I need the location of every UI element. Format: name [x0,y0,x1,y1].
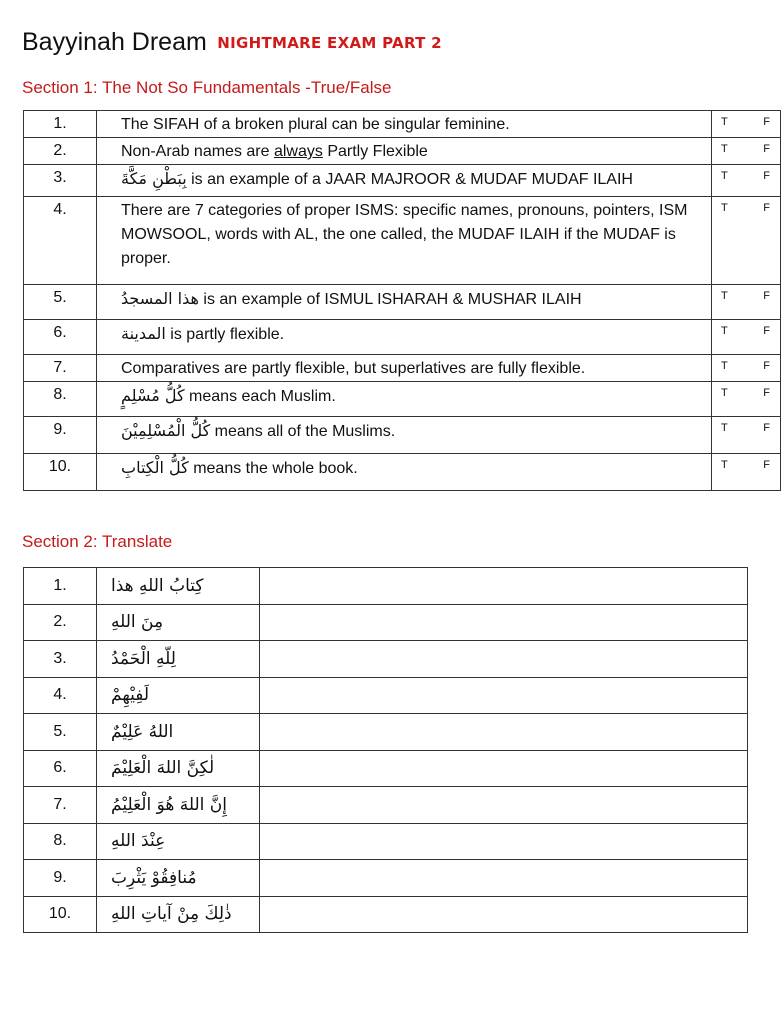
true-false-table [23,110,781,491]
arabic-text: ذٰلِكَ مِنْ آياتِ اللهِ [111,904,232,925]
question-number: 2. [24,138,97,165]
true-option[interactable]: T [721,459,728,471]
arabic-text: مِنَ اللهِ [111,612,164,633]
translation-answer-cell[interactable] [260,860,748,897]
question-number: 10. [24,454,97,491]
question-text-before: There are 7 categories of proper ISMS: specific names, pronouns, pointers, ISM MOWSOOL, words with AL, the one called, the MUDAF ILAIH if the MUDAF is proper. [121,202,688,267]
question-text-before: Comparatives are partly flexible, but superlatives are fully flexible. [121,360,586,377]
section2-heading: Section 2: Translate [22,532,173,551]
true-option[interactable]: T [721,143,728,155]
tf-row [24,417,781,454]
translate-row [24,604,748,641]
tf-row [24,355,781,382]
arabic-cell [97,896,260,933]
arabic-cell [97,604,260,641]
question-text [97,417,712,454]
item-number: 2. [24,604,97,641]
true-option[interactable]: T [721,422,728,434]
translate-table [23,567,748,933]
false-option[interactable]: F [763,459,770,471]
translate-row [24,714,748,751]
question-number: 5. [24,285,97,320]
arabic-text: اللهُ عَلِيْمٌ [111,721,174,742]
arabic-phrase: كُلُّ الْمُسْلِمِيْنَ [121,421,211,440]
true-option[interactable]: T [721,387,728,399]
false-option[interactable]: F [763,360,770,372]
question-number: 9. [24,417,97,454]
true-option[interactable]: T [721,325,728,337]
question-text [97,111,712,138]
item-number: 5. [24,714,97,751]
question-text [97,382,712,417]
question-number: 7. [24,355,97,382]
question-text-after: means each Muslim. [184,388,336,405]
arabic-cell [97,677,260,714]
question-number: 4. [24,197,97,285]
item-number: 8. [24,823,97,860]
false-option[interactable]: F [763,116,770,128]
section1-heading: Section 1: The Not So Fundamentals -True/False [22,78,392,97]
translate-row [24,787,748,824]
tf-row [24,382,781,417]
question-text-after: means the whole book. [188,460,358,477]
question-text-before: Non-Arab names are [121,143,274,160]
translation-answer-cell[interactable] [260,568,748,605]
translation-answer-cell[interactable] [260,896,748,933]
document-title: Bayyinah Dream [22,28,207,56]
tf-row [24,454,781,491]
true-false-choice [712,355,781,382]
true-false-choice [712,165,781,197]
arabic-cell [97,823,260,860]
true-option[interactable]: T [721,116,728,128]
false-option[interactable]: F [763,202,770,214]
translate-row [24,568,748,605]
arabic-cell [97,568,260,605]
arabic-phrase: هذا المسجدُ [121,289,199,308]
translate-row [24,641,748,678]
item-number: 7. [24,787,97,824]
true-option[interactable]: T [721,202,728,214]
arabic-phrase: كُلُّ مُسْلِمٍ [121,386,185,405]
document-subtitle: NIGHTMARE EXAM PART 2 [217,34,442,52]
question-number: 3. [24,165,97,197]
item-number: 9. [24,860,97,897]
question-number: 8. [24,382,97,417]
question-text [97,138,712,165]
arabic-phrase: المدينة [121,324,166,343]
arabic-cell [97,860,260,897]
false-option[interactable]: F [763,290,770,302]
tf-row [24,285,781,320]
true-false-choice [712,111,781,138]
question-text-after: is partly flexible. [165,326,285,343]
question-text-after: is an example of ISMUL ISHARAH & MUSHAR ILAIH [198,291,582,308]
question-text [97,320,712,355]
arabic-phrase: بِبَطْنِ مَكَّةَ [121,169,187,188]
item-number: 10. [24,896,97,933]
question-text [97,355,712,382]
true-false-choice [712,417,781,454]
arabic-text: كِتابُ اللهِ هذا [111,575,204,596]
arabic-text: إِنَّ اللهَ هُوَ الْعَلِيْمُ [111,794,227,815]
arabic-cell [97,641,260,678]
item-number: 3. [24,641,97,678]
arabic-cell [97,750,260,787]
arabic-text: لَفِيْهِمْ [111,685,150,706]
true-false-choice [712,197,781,285]
translate-row [24,896,748,933]
item-number: 4. [24,677,97,714]
false-option[interactable]: F [763,325,770,337]
false-option[interactable]: F [763,143,770,155]
item-number: 6. [24,750,97,787]
underlined-word: always [273,143,323,160]
translation-answer-cell[interactable] [260,677,748,714]
true-false-choice [712,320,781,355]
arabic-text: لِلّهِ الْحَمْدُ [111,648,176,669]
false-option[interactable]: F [763,170,770,182]
translation-answer-cell[interactable] [260,714,748,751]
arabic-text: مُنافِقُوْ يَثْرِبَ [111,867,197,888]
tf-row [24,320,781,355]
translation-answer-cell[interactable] [260,823,748,860]
tf-row [24,165,781,197]
tf-row [24,111,781,138]
translate-row [24,750,748,787]
true-false-choice [712,454,781,491]
question-text-after: Partly Flexible [322,143,428,160]
arabic-text: لٰكِنَّ اللهَ الْعَلِيْمَ [111,758,215,779]
translation-answer-cell[interactable] [260,750,748,787]
question-number: 6. [24,320,97,355]
true-option[interactable]: T [721,290,728,302]
translate-row [24,860,748,897]
true-false-choice [712,138,781,165]
question-text-after: means all of the Muslims. [210,423,396,440]
translate-row [24,677,748,714]
arabic-text: عِنْدَ اللهِ [111,831,166,852]
question-text-before: The SIFAH of a broken plural can be singular feminine. [121,116,510,133]
tf-row [24,138,781,165]
tf-row [24,197,781,285]
item-number: 1. [24,568,97,605]
question-text [97,454,712,491]
false-option[interactable]: F [763,422,770,434]
false-option[interactable]: F [763,387,770,399]
translation-answer-cell[interactable] [260,641,748,678]
translate-row [24,823,748,860]
exam-title [22,28,442,57]
question-text-after: is an example of a JAAR MAJROOR & MUDAF MUDAF ILAIH [186,171,633,188]
question-number: 1. [24,111,97,138]
true-option[interactable]: T [721,360,728,372]
translation-answer-cell[interactable] [260,787,748,824]
true-false-choice [712,382,781,417]
question-text [97,197,712,285]
question-text [97,285,712,320]
question-text [97,165,712,197]
arabic-cell [97,787,260,824]
arabic-cell [97,714,260,751]
arabic-phrase: كُلُّ الْكِتابِ [121,458,189,477]
true-option[interactable]: T [721,170,728,182]
true-false-choice [712,285,781,320]
translation-answer-cell[interactable] [260,604,748,641]
